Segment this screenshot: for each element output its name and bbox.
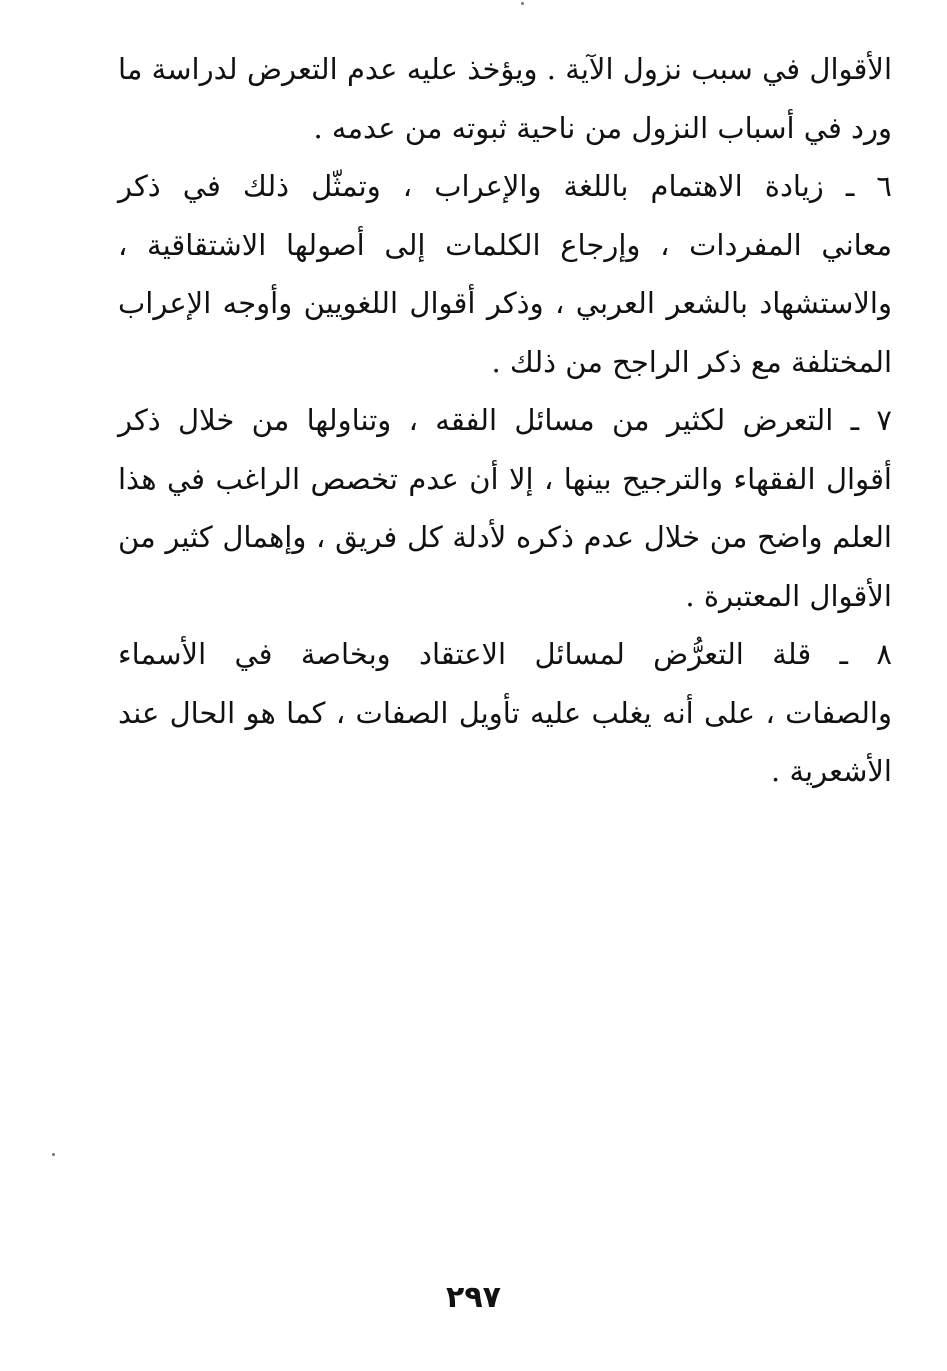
page-number: ٢٩٧: [446, 1280, 501, 1315]
text-line: ٨ ـ قلة التعرُّض لمسائل الاعتقاد وبخاصة في الأسماء: [118, 637, 892, 671]
scan-speck: [521, 2, 524, 5]
text-line: الأشعرية .: [771, 754, 892, 788]
text-line: المختلفة مع ذكر الراجح من ذلك .: [491, 344, 892, 379]
text-line: ٦ ـ زيادة الاهتمام باللغة والإعراب ، وتمثّل ذلك في ذكر: [118, 169, 892, 203]
text-line: والاستشهاد بالشعر العربي ، وذكر أقوال اللغويين وأوجه الإعراب: [118, 286, 892, 320]
text-line: ٧ ـ التعرض لكثير من مسائل الفقه ، وتناولها من خلال ذكر: [118, 403, 892, 437]
text-line: أقوال الفقهاء والترجيح بينها ، إلا أن عدم تخصص الراغب في هذا: [118, 461, 892, 496]
text-line: والصفات ، على أنه يغلب عليه تأويل الصفات ، كما هو الحال عند: [118, 695, 892, 730]
text-line: الأقوال في سبب نزول الآية . ويؤخذ عليه عدم التعرض لدراسة ما: [118, 52, 892, 86]
paragraph-item-6: [118, 157, 892, 391]
scan-speck: [52, 1153, 55, 1156]
text-line: معاني المفردات ، وإرجاع الكلمات إلى أصولها الاشتقاقية ،: [118, 227, 892, 262]
paragraph-item-8: [118, 625, 892, 801]
text-line: ورد في أسباب النزول من ناحية ثبوته من عدمه .: [313, 110, 892, 145]
paragraph-item-7: [118, 391, 892, 625]
text-line: العلم واضح من خلال عدم ذكره لأدلة كل فريق ، وإهمال كثير من: [118, 520, 892, 554]
text-line: الأقوال المعتبرة .: [685, 578, 892, 613]
paragraph-continuation: [118, 40, 892, 157]
body-text: [118, 40, 892, 801]
